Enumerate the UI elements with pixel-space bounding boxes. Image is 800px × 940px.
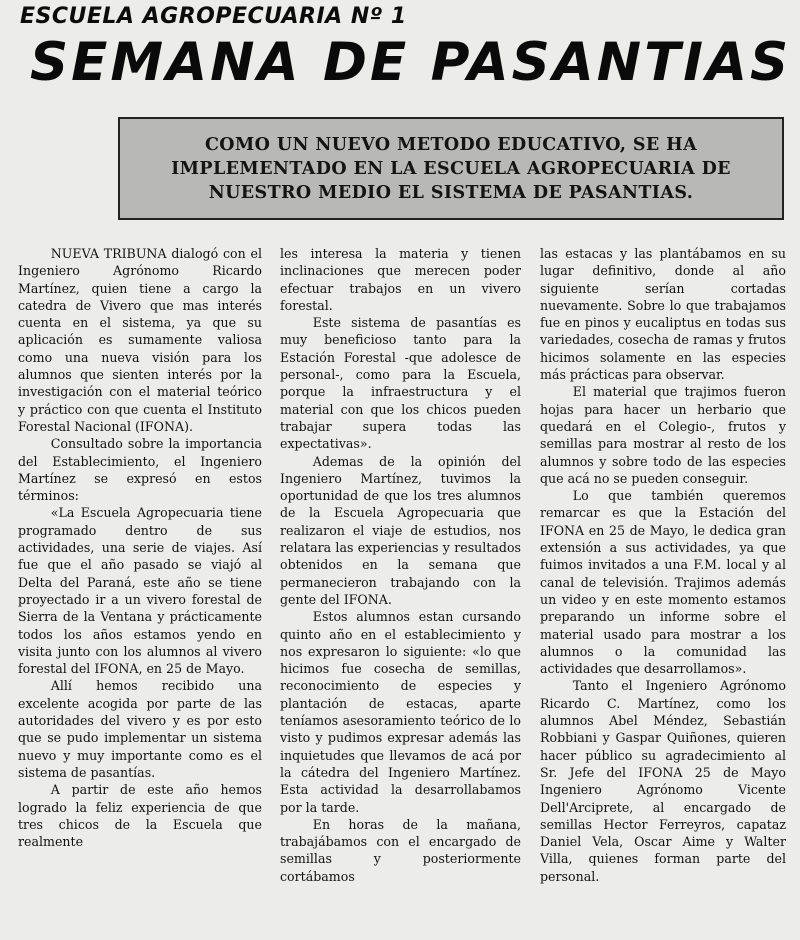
section-kicker: ESCUELA AGROPECUARIA Nº 1 bbox=[20, 4, 407, 29]
paragraph: Ademas de la opinión del Ingeniero Martínez, tuvimos la oportunidad de que los tres alumnos de la Escuela Agropecuaria que realizaron el viaje de estudios, nos relatara las experiencias y resultados obtenidos en la semana que permanecieron trabajando con la gente del IFONA. bbox=[280, 453, 521, 607]
paragraph: Allí hemos recibido una excelente acogida por parte de las autoridades del vivero y es por esto que se pudo implementar un sistema nuevo y muy importante como es el sistema de pasantías. bbox=[18, 678, 262, 780]
lead-box bbox=[118, 117, 784, 220]
article-column-2 bbox=[280, 245, 521, 935]
paragraph: NUEVA TRIBUNA dialogó con el Ingeniero Agrónomo Ricardo Martínez, quien tiene a cargo la catedra de Vivero que mas interés cuenta en el sistema, ya que su aplicación es sumamente valiosa como una nueva visión para los alumnos que sienten interés por la investigación con el material teórico y práctico con que cuenta el Instituto Forestal Nacional (IFONA). bbox=[18, 246, 262, 434]
headline: SEMANA DE PASANTIAS bbox=[30, 32, 792, 93]
paragraph: A partir de este año hemos logrado la feliz experiencia de que tres chicos de la Escuela que realmente bbox=[18, 782, 262, 850]
article-column-1 bbox=[18, 245, 262, 935]
paragraph: Consultado sobre la importancia del Establecimiento, el Ingeniero Martínez se expresó en estos términos: bbox=[18, 436, 262, 504]
paragraph-continued: les interesa la materia y tienen inclinaciones que merecen poder efectuar trabajos en un vivero forestal. bbox=[280, 246, 521, 313]
paragraph: El material que trajimos fueron hojas para hacer un herbario que quedará en el Colegio-, frutos y semillas para mostrar al resto de los alumnos y sobre todo de las especies que acá no se pueden conseguir. bbox=[540, 384, 786, 486]
paragraph: Lo que también queremos remarcar es que la Estación del IFONA en 25 de Mayo, le dedica gran extensión a sus actividades, ya que fuimos invitados a una F.M. local y al canal de televisión. Trajimos además un video y en este momento estamos preparando un informe sobre el material usado para mostrar a los alumnos o la comunidad las actividades que desarrollamos». bbox=[540, 488, 786, 677]
paragraph: En horas de la mañana, trabajábamos con el encargado de semillas y posteriormente cortábamos bbox=[280, 816, 521, 884]
article-column-3 bbox=[540, 245, 786, 935]
paragraph: Este sistema de pasantías es muy beneficioso tanto para la Estación Forestal -que adolesce de personal-, como para la Escuela, porque la infraestructura y el material con que los chicos pueden trabajar supera todas las expectativas». bbox=[280, 315, 521, 452]
paragraph: «La Escuela Agropecuaria tiene programado dentro de sus actividades, una serie de viajes. Así fue que el año pasado se viajó al Delta del Paraná, este año se tiene proyectado ir a un vivero forestal de Sierra de la Ventana y prácticamente todos los años estamos yendo en visita junto con los alumnos al vivero forestal del IFONA, en 25 de Mayo. bbox=[18, 505, 262, 677]
paragraph: Estos alumnos estan cursando quinto año en el establecimiento y nos expresaron lo siguiente: «lo que hicimos fue cosecha de semillas, reconocimiento de especies y plantación de estacas, aparte teníamos asesoramiento teórico de lo visto y pudimos expresar además las inquietudes que llevamos de acá por la cátedra del Ingeniero Martínez. Esta actividad la desarrollabamos por la tarde. bbox=[280, 609, 521, 815]
paragraph-continued: las estacas y las plantábamos en su lugar definitivo, donde al año siguiente serían cortadas nuevamente. Sobre lo que trabajamos fue en pinos y eucaliptus en todas sus variedades, cosecha de ramas y frutos hicimos solamente en las especies más prácticas para observar. bbox=[540, 246, 786, 383]
lead-text: COMO UN NUEVO METODO EDUCATIVO, SE HA IMPLEMENTADO EN LA ESCUELA AGROPECUARIA DE NUESTRO MEDIO EL SISTEMA DE PASANTIAS. bbox=[171, 134, 731, 203]
paragraph: Tanto el Ingeniero Agrónomo Ricardo C. Martínez, como los alumnos Abel Méndez, Sebastián Robbiani y Gaspar Quiñones, quieren hacer público su agradecimiento al Sr. Jefe del IFONA 25 de Mayo Ingeniero Agrónomo Vicente Dell'Arciprete, al encargado de semillas Hector Ferreyros, capataz Daniel Vela, Oscar Aime y Walter Villa, quienes forman parte del personal. bbox=[540, 678, 786, 884]
